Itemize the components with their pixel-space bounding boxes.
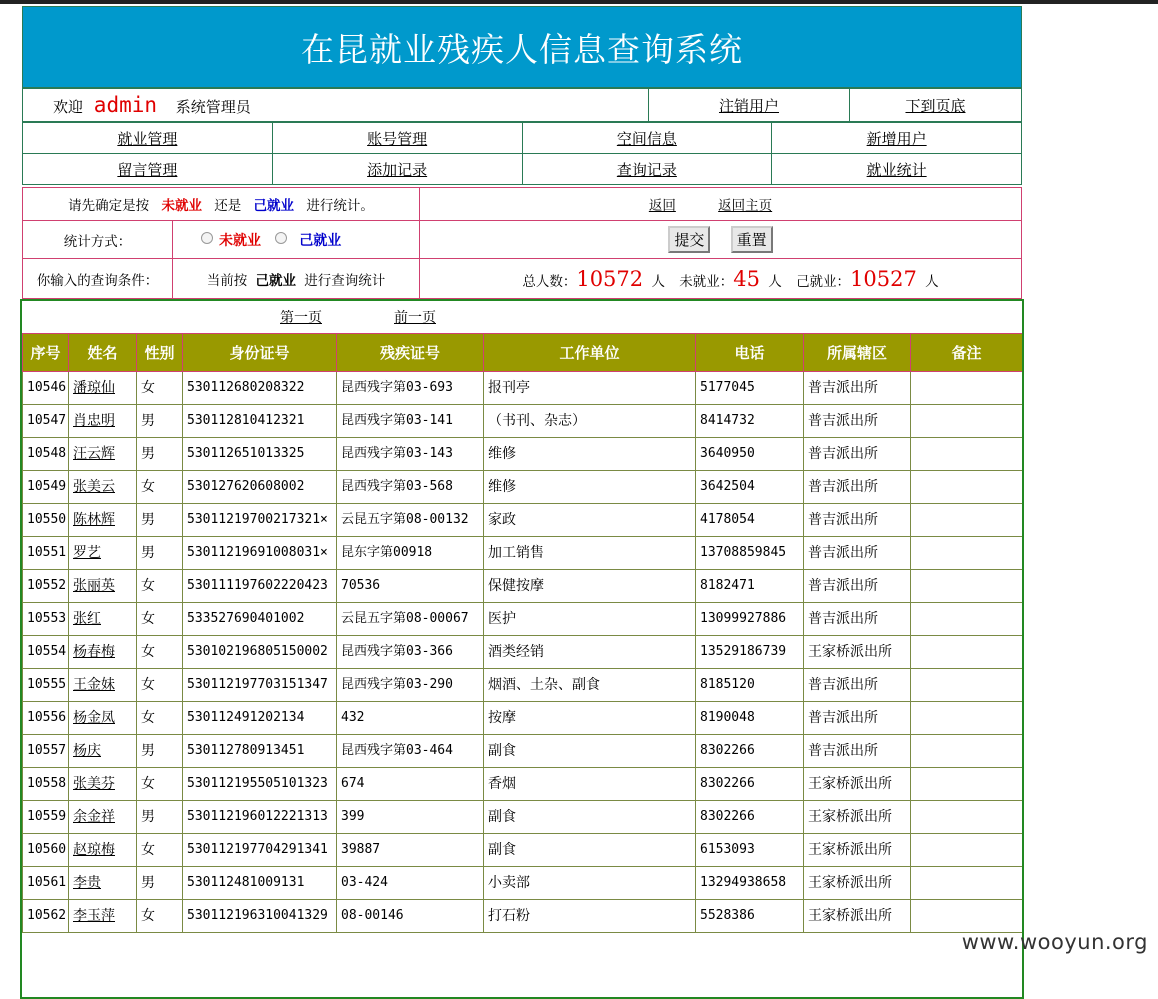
radio-employed[interactable]	[275, 232, 287, 244]
workplace: 保健按摩	[484, 570, 696, 603]
records-panel	[20, 299, 1024, 999]
top-border	[0, 0, 1158, 4]
name-cell	[69, 834, 137, 867]
phone: 13708859845	[696, 537, 804, 570]
main-nav	[22, 122, 1022, 185]
name-cell	[69, 603, 137, 636]
row-number: 10562	[23, 900, 69, 933]
radio-employed-label: 己就业	[299, 232, 342, 249]
workplace: 副食	[484, 735, 696, 768]
workplace: 维修	[484, 471, 696, 504]
remark	[911, 570, 1023, 603]
phone: 8185120	[696, 669, 804, 702]
table-row	[23, 636, 1023, 669]
district: 王家桥派出所	[804, 834, 911, 867]
table-header-row	[23, 334, 1023, 372]
remark	[911, 735, 1023, 768]
disability-id: 674	[337, 768, 484, 801]
table-body	[23, 372, 1023, 933]
district: 王家桥派出所	[804, 867, 911, 900]
remark	[911, 471, 1023, 504]
row-number: 10557	[23, 735, 69, 768]
workplace: 家政	[484, 504, 696, 537]
id-number: 530112491202134	[183, 702, 337, 735]
to-bottom-cell	[850, 89, 1022, 122]
table-row	[23, 570, 1023, 603]
district: 普吉派出所	[804, 603, 911, 636]
row-number: 10551	[23, 537, 69, 570]
id-number: 530112481009131	[183, 867, 337, 900]
disability-id: 432	[337, 702, 484, 735]
name-link[interactable]: 杨金凤	[73, 710, 115, 726]
row-number: 10560	[23, 834, 69, 867]
user-role: 系统管理员	[175, 98, 251, 116]
table-row	[23, 504, 1023, 537]
name-cell	[69, 900, 137, 933]
id-number: 530112196012221313	[183, 801, 337, 834]
remark	[911, 900, 1023, 933]
name-cell	[69, 570, 137, 603]
name-link[interactable]: 王金妹	[73, 677, 115, 693]
table-row	[23, 735, 1023, 768]
row-number: 10559	[23, 801, 69, 834]
remark	[911, 372, 1023, 405]
district: 王家桥派出所	[804, 900, 911, 933]
home-link[interactable]: 返回主页	[718, 198, 773, 214]
table-row	[23, 768, 1023, 801]
table-row	[23, 867, 1023, 900]
phone: 13529186739	[696, 636, 804, 669]
id-number: 530112810412321	[183, 405, 337, 438]
row-number: 10554	[23, 636, 69, 669]
row-number: 10558	[23, 768, 69, 801]
nav-cell	[522, 123, 772, 154]
workplace: 加工销售	[484, 537, 696, 570]
disability-id: 昆西残字第03-366	[337, 636, 484, 669]
gender: 男	[137, 438, 183, 471]
workplace: 医护	[484, 603, 696, 636]
gender: 男	[137, 504, 183, 537]
unit: 人	[651, 273, 665, 290]
row-number: 10549	[23, 471, 69, 504]
gender: 女	[137, 768, 183, 801]
workplace: 酒类经销	[484, 636, 696, 669]
reset-button[interactable]: 重置	[731, 226, 773, 253]
remark	[911, 867, 1023, 900]
back-link[interactable]: 返回	[648, 198, 676, 214]
id-number: 530102196805150002	[183, 636, 337, 669]
instruction-suffix: 进行统计。	[306, 198, 374, 214]
gender: 女	[137, 834, 183, 867]
disability-id: 399	[337, 801, 484, 834]
gender: 男	[137, 867, 183, 900]
workplace: 打石粉	[484, 900, 696, 933]
radio-unemployed-label: 未就业	[219, 232, 261, 249]
gender: 女	[137, 900, 183, 933]
phone: 13294938658	[696, 867, 804, 900]
current-prefix: 当前按	[206, 272, 248, 289]
name-link[interactable]: 张美云	[73, 479, 115, 495]
name-cell	[69, 405, 137, 438]
query-label: 你输入的查询条件：	[23, 259, 173, 299]
phone: 8182471	[696, 570, 804, 603]
col-header: 备注	[911, 334, 1023, 372]
row-number: 10555	[23, 669, 69, 702]
gender: 男	[137, 735, 183, 768]
name-cell	[69, 438, 137, 471]
name-cell	[69, 537, 137, 570]
name-cell	[69, 867, 137, 900]
first-page-link[interactable]: 第一页	[280, 310, 322, 326]
col-header: 序号	[23, 334, 69, 372]
district: 普吉派出所	[804, 405, 911, 438]
disability-id: 昆西残字第03-464	[337, 735, 484, 768]
table-row	[23, 537, 1023, 570]
name-cell	[69, 636, 137, 669]
page-title: 在昆就业残疾人信息查询系统	[22, 6, 1022, 88]
table-row	[23, 801, 1023, 834]
nav-cell	[23, 154, 273, 185]
phone: 5528386	[696, 900, 804, 933]
name-link[interactable]: 张红	[73, 611, 101, 627]
employed-count: 10527	[850, 266, 917, 291]
id-number: 530112196310041329	[183, 900, 337, 933]
table-row	[23, 405, 1023, 438]
name-cell	[69, 471, 137, 504]
instruction-prefix: 请先确定是按	[68, 198, 150, 214]
nav-add-record[interactable]: 添加记录	[367, 160, 428, 179]
col-header: 电话	[696, 334, 804, 372]
gender: 女	[137, 471, 183, 504]
phone: 8302266	[696, 801, 804, 834]
disability-id: 70536	[337, 570, 484, 603]
logout-link[interactable]: 注销用户	[718, 96, 779, 115]
submit-button[interactable]: 提交	[668, 226, 710, 253]
totals-cell	[420, 259, 1022, 299]
workplace: 维修	[484, 438, 696, 471]
name-link[interactable]: 李贵	[73, 875, 101, 891]
gender: 女	[137, 702, 183, 735]
radio-unemployed[interactable]	[201, 232, 213, 244]
statistics-panel	[22, 187, 1022, 299]
district: 普吉派出所	[804, 735, 911, 768]
remark	[911, 636, 1023, 669]
table-row	[23, 603, 1023, 636]
username: admin	[93, 93, 158, 117]
nav-cell	[272, 154, 522, 185]
remark	[911, 834, 1023, 867]
remark	[911, 603, 1023, 636]
workplace: 副食	[484, 834, 696, 867]
disability-id: 03-424	[337, 867, 484, 900]
name-link[interactable]: 肖忠明	[73, 413, 115, 429]
gender: 女	[137, 372, 183, 405]
district: 普吉派出所	[804, 702, 911, 735]
workplace: 香烟	[484, 768, 696, 801]
prev-page-link[interactable]: 前一页	[394, 310, 436, 326]
stat-instruction	[23, 188, 420, 221]
workplace: 副食	[484, 801, 696, 834]
nav-query-record[interactable]: 查询记录	[616, 160, 677, 179]
name-link[interactable]: 张美芬	[73, 776, 115, 792]
col-header: 工作单位	[484, 334, 696, 372]
remark	[911, 405, 1023, 438]
table-row	[23, 372, 1023, 405]
remark	[911, 669, 1023, 702]
name-cell	[69, 504, 137, 537]
welcome-prefix: 欢迎	[53, 98, 84, 116]
disability-id: 昆西残字第03-290	[337, 669, 484, 702]
welcome-cell	[23, 89, 649, 122]
phone: 3642504	[696, 471, 804, 504]
current-value: 己就业	[255, 272, 296, 289]
district: 王家桥派出所	[804, 768, 911, 801]
remark	[911, 801, 1023, 834]
total-label: 总人数：	[522, 273, 577, 290]
row-number: 10553	[23, 603, 69, 636]
row-number: 10552	[23, 570, 69, 603]
id-number: 530112197704291341	[183, 834, 337, 867]
nav-cell	[272, 123, 522, 154]
disability-id: 昆西残字第03-143	[337, 438, 484, 471]
phone: 8190048	[696, 702, 804, 735]
name-cell	[69, 669, 137, 702]
id-number: 530112780913451	[183, 735, 337, 768]
phone: 13099927886	[696, 603, 804, 636]
district: 普吉派出所	[804, 669, 911, 702]
gender: 女	[137, 603, 183, 636]
gender: 男	[137, 537, 183, 570]
district: 普吉派出所	[804, 438, 911, 471]
nav-space-info[interactable]: 空间信息	[616, 129, 677, 148]
name-link[interactable]: 杨春梅	[73, 644, 115, 660]
phone: 5177045	[696, 372, 804, 405]
instruction-unemployed: 未就业	[161, 198, 202, 214]
row-number: 10550	[23, 504, 69, 537]
id-number: 53011219700217321×	[183, 504, 337, 537]
row-number: 10546	[23, 372, 69, 405]
total-count: 10572	[576, 266, 644, 291]
table-row	[23, 702, 1023, 735]
gender: 女	[137, 636, 183, 669]
phone: 4178054	[696, 504, 804, 537]
nav-account-mgmt[interactable]: 账号管理	[367, 129, 428, 148]
disability-id: 08-00146	[337, 900, 484, 933]
logout-cell	[649, 89, 850, 122]
district: 普吉派出所	[804, 504, 911, 537]
table-row	[23, 438, 1023, 471]
remark	[911, 702, 1023, 735]
name-link[interactable]: 赵琼梅	[73, 842, 115, 858]
remark	[911, 537, 1023, 570]
name-link[interactable]: 余金祥	[73, 809, 115, 825]
instruction-employed: 己就业	[253, 198, 295, 214]
district: 普吉派出所	[804, 471, 911, 504]
col-header: 身份证号	[183, 334, 337, 372]
name-link[interactable]: 罗艺	[73, 545, 101, 561]
watermark: www.wooyun.org	[961, 930, 1148, 954]
gender: 女	[137, 570, 183, 603]
unit: 人	[768, 273, 782, 290]
name-link[interactable]: 李玉萍	[73, 908, 115, 924]
district: 普吉派出所	[804, 537, 911, 570]
unemployed-count: 45	[733, 266, 760, 291]
method-options	[173, 221, 420, 259]
district: 王家桥派出所	[804, 636, 911, 669]
workplace: 小卖部	[484, 867, 696, 900]
workplace: 烟酒、土杂、副食	[484, 669, 696, 702]
name-link[interactable]: 汪云辉	[73, 446, 115, 462]
welcome-bar	[22, 88, 1022, 122]
nav-cell	[772, 154, 1022, 185]
current-suffix: 进行查询统计	[304, 272, 386, 289]
name-cell	[69, 372, 137, 405]
col-header: 姓名	[69, 334, 137, 372]
nav-employment-mgmt[interactable]: 就业管理	[117, 129, 178, 148]
name-link[interactable]: 杨庆	[73, 743, 101, 759]
row-number: 10556	[23, 702, 69, 735]
district: 王家桥派出所	[804, 801, 911, 834]
name-cell	[69, 735, 137, 768]
id-number: 530112197703151347	[183, 669, 337, 702]
id-number: 530111197602220423	[183, 570, 337, 603]
col-header: 所属辖区	[804, 334, 911, 372]
nav-employment-stats[interactable]: 就业统计	[866, 160, 927, 179]
form-buttons-cell	[420, 221, 1022, 259]
row-number: 10547	[23, 405, 69, 438]
current-query	[173, 259, 420, 299]
gender: 男	[137, 405, 183, 438]
name-cell	[69, 801, 137, 834]
disability-id: 昆东字第00918	[337, 537, 484, 570]
nav-cell	[23, 123, 273, 154]
workplace: 报刊亭	[484, 372, 696, 405]
name-link[interactable]: 张丽英	[73, 578, 115, 594]
employed-label: 己就业：	[796, 273, 851, 290]
name-link[interactable]: 潘琼仙	[73, 380, 115, 396]
instruction-or: 还是	[214, 198, 242, 214]
id-number: 530112651013325	[183, 438, 337, 471]
nav-add-user[interactable]: 新增用户	[866, 129, 927, 148]
id-number: 530127620608002	[183, 471, 337, 504]
disability-id: 昆西残字第03-693	[337, 372, 484, 405]
workplace: 按摩	[484, 702, 696, 735]
table-row	[23, 834, 1023, 867]
disability-id: 昆西残字第03-141	[337, 405, 484, 438]
disability-id: 云昆五字第08-00067	[337, 603, 484, 636]
col-header: 残疾证号	[337, 334, 484, 372]
id-number: 530112680208322	[183, 372, 337, 405]
id-number: 533527690401002	[183, 603, 337, 636]
workplace: （书刊、杂志）	[484, 405, 696, 438]
method-label: 统计方式：	[23, 221, 173, 259]
disability-id: 云昆五字第08-00132	[337, 504, 484, 537]
col-header: 性别	[137, 334, 183, 372]
name-link[interactable]: 陈林辉	[73, 512, 115, 528]
remark	[911, 768, 1023, 801]
phone: 6153093	[696, 834, 804, 867]
pager	[22, 301, 1022, 333]
row-number: 10561	[23, 867, 69, 900]
name-cell	[69, 702, 137, 735]
district: 普吉派出所	[804, 570, 911, 603]
row-number: 10548	[23, 438, 69, 471]
district: 普吉派出所	[804, 372, 911, 405]
unemployed-label: 未就业：	[679, 273, 734, 290]
remark	[911, 438, 1023, 471]
table-row	[23, 471, 1023, 504]
phone: 8302266	[696, 768, 804, 801]
disability-id: 39887	[337, 834, 484, 867]
table-row	[23, 669, 1023, 702]
phone: 8414732	[696, 405, 804, 438]
table-row	[23, 900, 1023, 933]
nav-cell	[522, 154, 772, 185]
unit: 人	[925, 273, 939, 290]
id-number: 53011219691008031×	[183, 537, 337, 570]
name-cell	[69, 768, 137, 801]
id-number: 530112195505101323	[183, 768, 337, 801]
nav-message-mgmt[interactable]: 留言管理	[117, 160, 178, 179]
nav-cell	[772, 123, 1022, 154]
disability-id: 昆西残字第03-568	[337, 471, 484, 504]
stat-links-cell	[420, 188, 1022, 221]
phone: 8302266	[696, 735, 804, 768]
records-table	[22, 333, 1023, 933]
phone: 3640950	[696, 438, 804, 471]
gender: 女	[137, 669, 183, 702]
remark	[911, 504, 1023, 537]
gender: 男	[137, 801, 183, 834]
to-bottom-link[interactable]: 下到页底	[905, 96, 966, 115]
